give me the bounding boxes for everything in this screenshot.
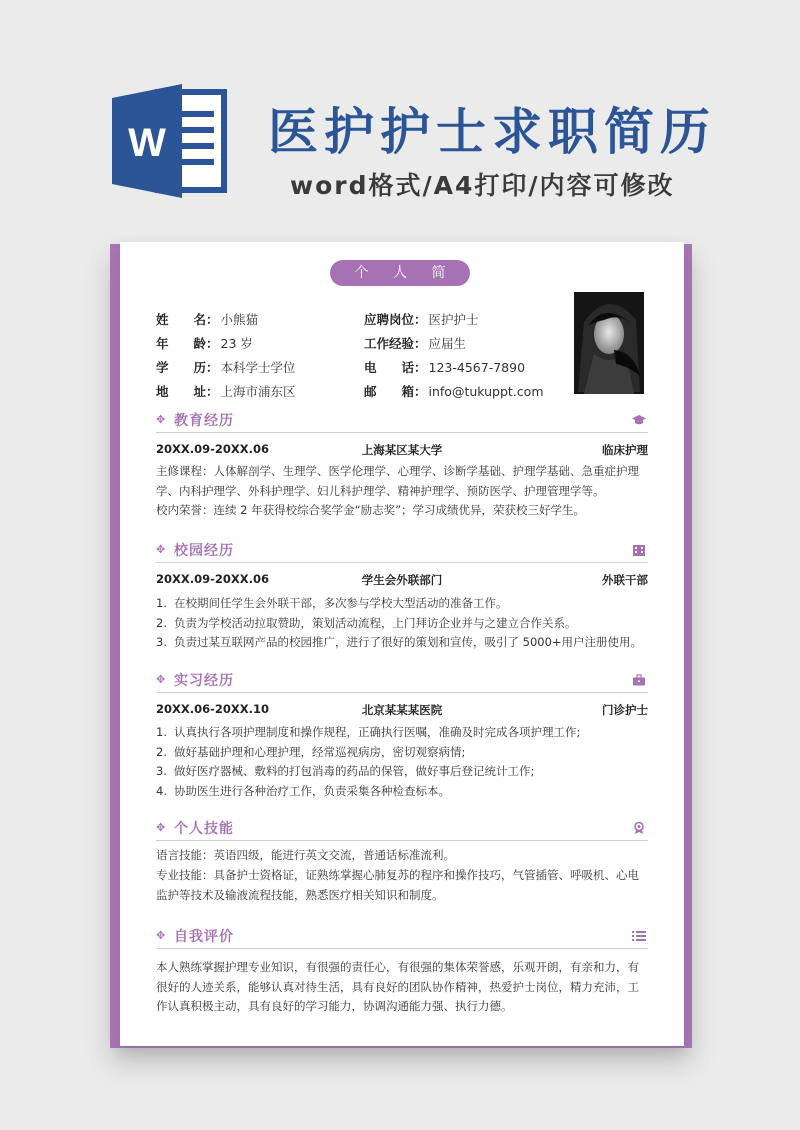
info-education: [156, 358, 296, 376]
list-icon: [632, 930, 646, 942]
resume-page: [120, 242, 684, 1046]
info-value: 23 岁: [220, 336, 253, 351]
list-item: 2. 做好基础护理和心理护理，经常巡视病房，密切观察病情;: [156, 744, 466, 759]
info-value: info@tukuppt.com: [428, 384, 544, 399]
campus-role: 外联干部: [602, 573, 648, 587]
info-label: 邮 箱：: [364, 384, 427, 399]
info-position: [364, 310, 479, 328]
info-age: [156, 334, 253, 352]
list-item: 3. 负责过某互联网产品的校园推广，进行了很好的策划和宣传，吸引了 5000+用户注册使用。: [156, 635, 643, 649]
briefcase-icon: [632, 674, 646, 686]
section-title: 教育经历: [174, 413, 234, 429]
banner-title: 医护护士求职简历: [268, 103, 716, 161]
info-value: 123-4567-7890: [428, 360, 526, 375]
info-value: 本科学士学位: [220, 360, 296, 375]
info-label: 年 龄：: [156, 336, 219, 351]
education-school: 上海某区某大学: [361, 443, 443, 457]
internship-list: [156, 723, 648, 801]
list-item: 4. 协助医生进行各种治疗工作，负责采集各种检查标本。: [156, 783, 450, 798]
info-value: 上海市浦东区: [220, 384, 296, 399]
diamond-icon: ✥: [156, 543, 166, 556]
word-icon: [112, 84, 228, 198]
info-value: 小熊猫: [220, 312, 259, 327]
list-item: 1. 在校期间任学生会外联干部，多次参与学校大型活动的准备工作。: [156, 596, 508, 610]
word-icon-letter: W: [128, 121, 166, 165]
info-value: 应届生: [428, 336, 467, 351]
education-honors: 校内荣誉：连续 2 年获得校综合奖学金“励志奖”；学习成绩优异，荣获校三好学生。: [156, 503, 586, 517]
diamond-icon: ✥: [156, 673, 166, 686]
internship-role: 门诊护士: [602, 703, 648, 717]
info-label: 工作经验：: [364, 336, 427, 351]
campus-date: 20XX.09-20XX.06: [156, 572, 269, 586]
banner-subtitle: word格式/A4打印/内容可修改: [290, 171, 675, 200]
internship-date: 20XX.06-20XX.10: [156, 702, 269, 716]
info-label: 姓 名：: [156, 312, 219, 327]
info-email: [364, 382, 544, 400]
info-address: [156, 382, 296, 400]
diamond-icon: ✥: [156, 413, 166, 426]
info-label: 学 历：: [156, 360, 219, 375]
list-item: 1. 认真执行各项护理制度和操作规程，正确执行医嘱，准确及时完成各项护理工作;: [156, 725, 581, 739]
section-skills: [156, 818, 648, 841]
resume-heading: 个 人 简 历: [330, 260, 470, 286]
info-label: 电 话：: [364, 360, 427, 375]
campus-org: 学生会外联部门: [361, 573, 443, 587]
section-title: 校园经历: [174, 543, 234, 559]
info-experience: [364, 334, 466, 352]
section-title: 实习经历: [174, 673, 234, 689]
section-title: 个人技能: [174, 821, 234, 837]
building-icon: [632, 544, 646, 556]
graduation-cap-icon: [632, 414, 646, 426]
campus-list: [156, 594, 648, 653]
profile-photo: [574, 292, 644, 394]
info-name: [156, 310, 258, 328]
info-label: 地 址：: [156, 384, 219, 399]
info-value: 医护护士: [428, 312, 479, 327]
diamond-icon: ✥: [156, 821, 166, 834]
info-label: 应聘岗位：: [364, 312, 427, 327]
education-courses: 主修课程：人体解剖学、生理学、医学伦理学、心理学、诊断学基础、护理学基础、急重症护理学、内科护理学、外科护理学、妇儿科护理学、精神护理学、预防医学、护理管理学等。: [156, 464, 639, 498]
section-self-evaluation: [156, 926, 648, 949]
section-campus: [156, 540, 648, 563]
education-major: 临床护理: [602, 443, 648, 457]
section-education: [156, 410, 648, 433]
section-title: 自我评价: [174, 929, 234, 945]
section-internship: [156, 670, 648, 693]
list-item: 2. 负责为学校活动拉取赞助，策划活动流程，上门拜访企业并与之建立合作关系。: [156, 615, 577, 630]
skills-professional: 专业技能：具备护士资格证，证熟练掌握心肺复苏的程序和操作技巧，气管插管、呼吸机、心电监护等技术及输液流程技能，熟悉医疗相关知识和制度。: [156, 868, 639, 902]
award-icon: [632, 822, 646, 834]
self-evaluation-text: 本人熟练掌握护理专业知识，有很强的责任心，有很强的集体荣誉感，乐观开朗，有亲和力，有很好的人迹关系，能够认真对待生活，具有良好的团队协作精神，热爱护士岗位，精力充沛，工作认真积极主动，具有良好的学习能力，协调沟通能力强、执行力德。: [156, 960, 639, 1013]
info-phone: [364, 358, 525, 376]
internship-org: 北京某某某医院: [361, 703, 443, 717]
list-item: 3. 做好医疗器械、敷料的打包消毒的药品的保管，做好事后登记统计工作;: [156, 764, 535, 778]
education-date: 20XX.09-20XX.06: [156, 442, 269, 456]
skills-language: 语言技能：英语四级，能进行英文交流，普通话标准流利。: [156, 848, 455, 862]
diamond-icon: ✥: [156, 929, 166, 942]
